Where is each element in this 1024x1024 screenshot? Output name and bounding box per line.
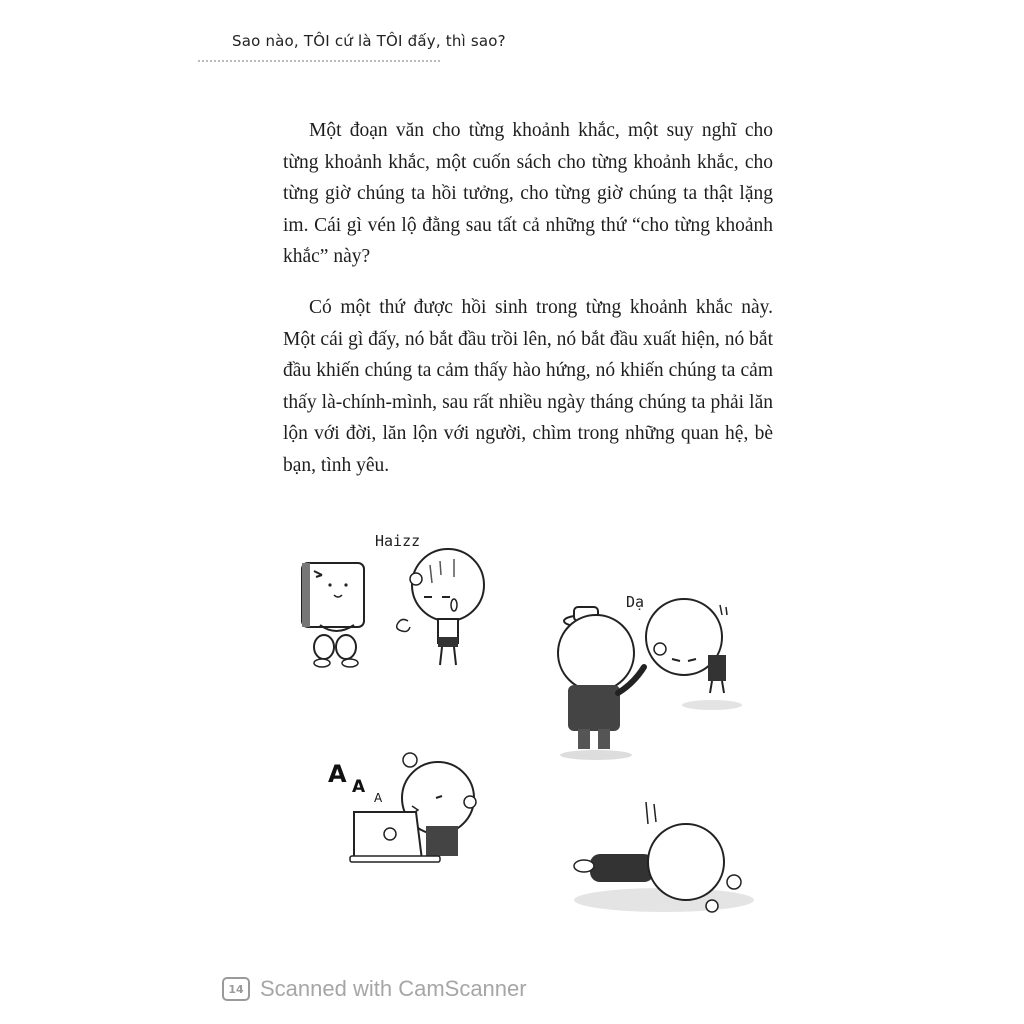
snore-letter-medium: A xyxy=(352,777,366,797)
camscanner-watermark xyxy=(222,976,527,1002)
snore-letter-small: A xyxy=(374,791,383,805)
header-dotted-rule xyxy=(198,60,440,62)
running-title: Sao nào, TÔI cứ là TÔI đấy, thì sao? xyxy=(232,32,506,50)
watermark-text: Scanned with CamScanner xyxy=(260,976,527,1001)
paragraph-1-text: Một đoạn văn cho từng khoảnh khắc, một suy nghĩ cho từng khoảnh khắc, một cuốn sách cho từng khoảnh khắc, cho từng giờ chúng ta hồi tưởng, cho từng giờ chúng ta thật lặng im. Cái gì vén lộ đằng sau tất cả những thứ “cho từng khoảnh khắc” này? xyxy=(283,120,773,267)
illustration-sleeping-laptop xyxy=(328,742,498,867)
sigh-label: Haizz xyxy=(375,532,421,550)
illustration-bowing-pair xyxy=(548,585,748,765)
paragraph-2-text: Có một thứ được hồi sinh trong từng khoảnh khắc này. Một cái gì đấy, nó bắt đầu trồi lên, nó bắt đầu xuất hiện, nó bắt đầu khiến chúng ta cảm thấy hào hứng, nó khiến chúng ta cảm thấy là-chính-mình, sau rất nhiều ngày tháng chúng ta phải lăn lộn với đời, lăn lộn với người, chìm trong những quan hệ, bè bạn, tình yêu. xyxy=(283,297,773,476)
snore-letter-large: A xyxy=(328,760,347,788)
page-number: 14 xyxy=(222,977,250,1001)
paragraph-2 xyxy=(283,292,773,481)
illustration-collapsed xyxy=(568,800,758,925)
paragraph-1 xyxy=(283,115,773,273)
reply-label: Dạ xyxy=(626,593,645,611)
illustration-sighing-pair xyxy=(290,525,500,685)
